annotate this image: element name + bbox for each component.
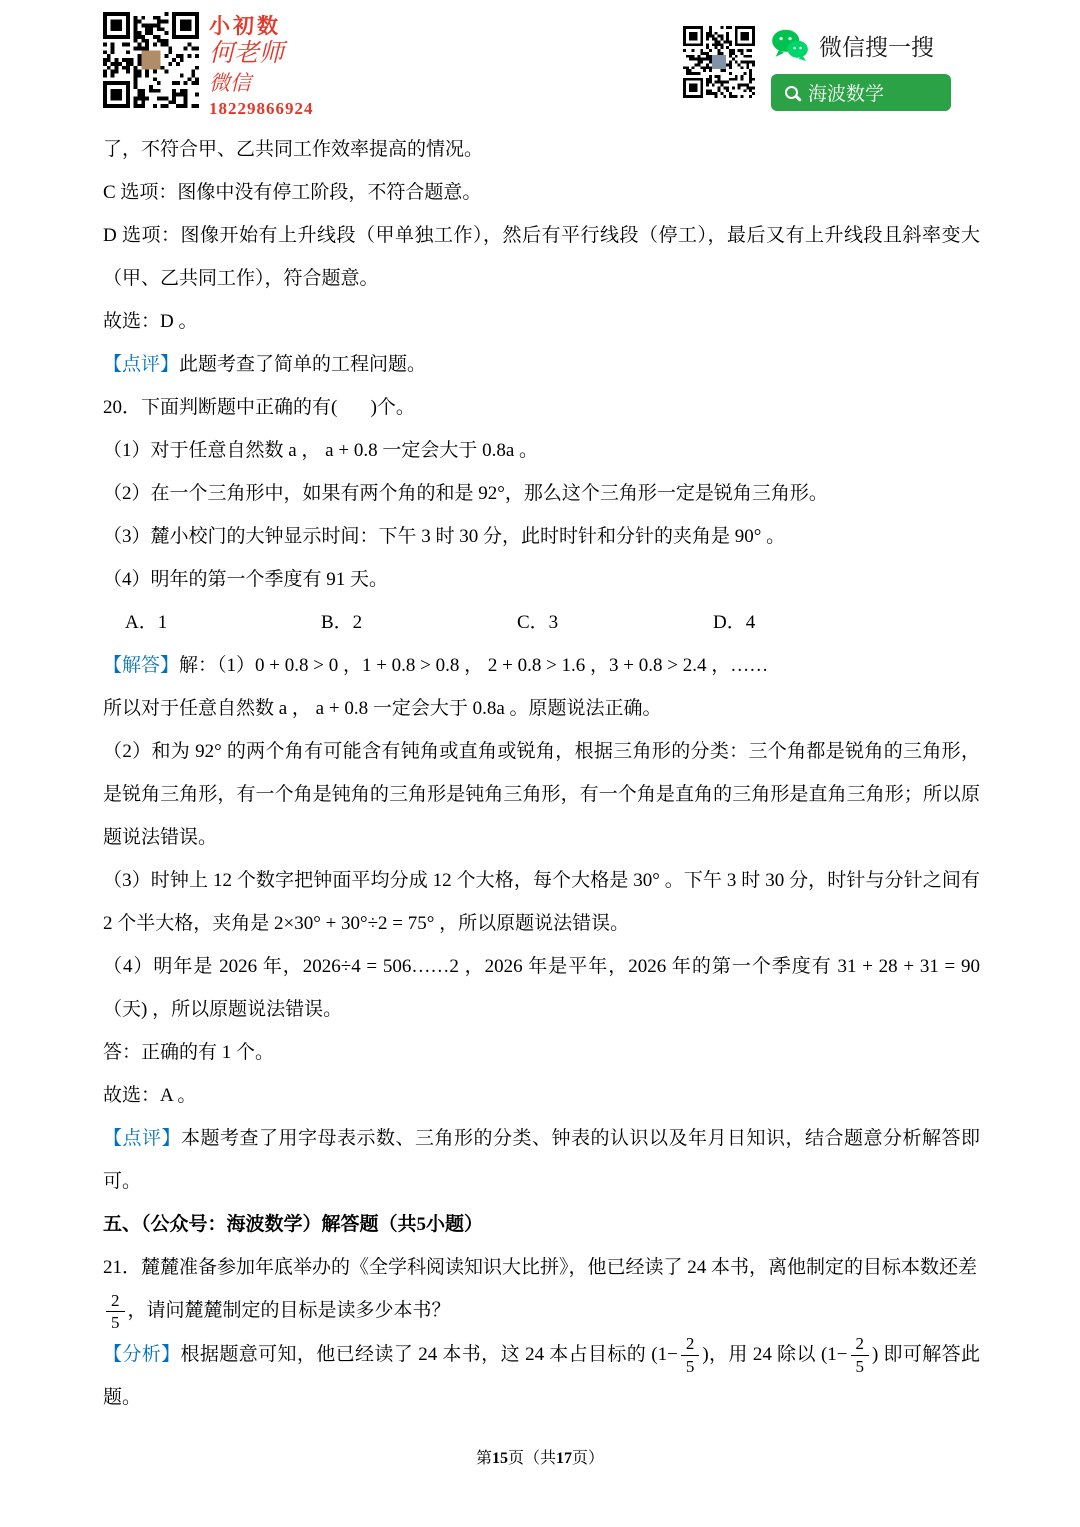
- solution-step-4: （4）明年是 2026 年，2026÷4 = 506……2 ，2026 年是平年，2026 年的第一个季度有 31 + 28 + 31 = 90 （天) ，所以原题说法错误。: [103, 956, 980, 1020]
- analysis-label: 【分析】: [103, 1343, 181, 1365]
- brand-title: 小初数: [209, 14, 281, 38]
- comment-label: 【点评】: [103, 1128, 181, 1149]
- paragraph-answer-a: 故选：A 。: [103, 1085, 197, 1106]
- paragraph-comment: [103, 343, 980, 386]
- question-20-item-1: （1）对于任意自然数 a ， a + 0.8 一定会大于 0.8a 。: [103, 440, 539, 461]
- teacher-name: 何老师: [209, 40, 285, 68]
- solution-answer: 答：正确的有 1 个。: [103, 1042, 275, 1063]
- question-20-item-3: （3）麓小校门的大钟显示时间：下午 3 时 30 分，此时时针和分针的夹角是 90° 。: [103, 526, 786, 547]
- page-header: [0, 12, 1080, 124]
- magnifier-icon: [785, 86, 798, 99]
- search-pill-label: 海波数学: [808, 84, 885, 105]
- comment-label: 【点评】: [103, 354, 180, 375]
- fraction-denominator: 5: [111, 1313, 120, 1333]
- qr-code-right: [683, 26, 755, 98]
- option-b: B．2: [321, 612, 363, 633]
- footer-text: 页（共: [507, 1450, 556, 1467]
- fraction: [106, 1291, 125, 1333]
- contact-block: [103, 12, 314, 119]
- document-body: [103, 128, 980, 1419]
- fraction-numerator: 2: [106, 1291, 125, 1313]
- question-21-line2: ，请问麓麓制定的目标是读多少本书？: [127, 1300, 451, 1321]
- section-heading: 五、（公众号：海波数学）解答题（共5小题）: [103, 1214, 484, 1235]
- fraction: [681, 1334, 700, 1376]
- question-20-item-4: （4）明年的第一个季度有 91 天。: [103, 569, 389, 590]
- fraction-numerator: 2: [681, 1334, 700, 1356]
- wechat-search-brand: [771, 28, 951, 62]
- option-a: A．1: [125, 612, 168, 633]
- analysis-text-1: 根据题意可知，他已经读了 24 本书，这 24 本占目标的 (1−: [180, 1343, 678, 1365]
- solution-step-2: （2）和为 92° 的两个角有可能含有钝角或直角或锐角，根据三角形的分类：三个角都是锐角的三角形，是锐角三角形，有一个角是钝角的三角形是钝角三角形，有一个角是直角的三角形是直角三角形；所以原题说法错误。: [103, 741, 980, 848]
- phone-number: 18229866924: [209, 99, 314, 119]
- solution-text: 解：（1）0 + 0.8 > 0 ，1 + 0.8 > 0.8 ， 2 + 0.8 > 1.6 ，3 + 0.8 > 2.4 ，……: [179, 655, 769, 676]
- paragraph-conclusion: 了，不符合甲、乙共同工作效率提高的情况。: [103, 139, 484, 160]
- qr-code-left: [103, 12, 199, 108]
- solution-label: 【解答】: [103, 655, 180, 676]
- solution-step-3: （3）时钟上 12 个数字把钟面平均分成 12 个大格，每个大格是 30° 。下午 3 时 30 分，时针与分针之间有 2 个半大格，夹角是 2×30° + 30°÷2 = 75° ，所以原题说法错误。: [103, 870, 980, 934]
- footer-text: 页）: [572, 1450, 605, 1467]
- wechat-search-block: [683, 12, 951, 111]
- paragraph-comment-2: [103, 1117, 980, 1203]
- analysis-text-2: )，用 24 除以 (1−: [702, 1343, 848, 1365]
- question-20-stem: 20．下面判断题中正确的有( )个。: [103, 397, 415, 418]
- page-number: 15: [491, 1450, 508, 1467]
- wechat-search-column: [771, 12, 951, 111]
- fraction-denominator: 5: [685, 1356, 695, 1376]
- wechat-label: 微信: [209, 70, 251, 95]
- fraction-numerator: 2: [851, 1334, 870, 1356]
- page-footer: [0, 1445, 1080, 1468]
- options-row: [103, 601, 980, 644]
- footer-text: 第: [475, 1450, 492, 1467]
- comment-text: 本题考查了用字母表示数、三角形的分类、钟表的认识以及年月日知识，结合题意分析解答即可。: [103, 1128, 980, 1192]
- paragraph-analysis: [103, 1333, 980, 1420]
- wechat-icon: [771, 28, 809, 62]
- fraction: [851, 1334, 870, 1376]
- option-d: D．4: [713, 612, 756, 633]
- solution-step-1: 所以对于任意自然数 a ， a + 0.8 一定会大于 0.8a 。原题说法正确。: [103, 698, 662, 719]
- total-pages: 17: [556, 1450, 572, 1467]
- analysis-text-3: ) 即可解答此题。: [103, 1343, 980, 1409]
- paragraph-option-d: D 选项：图像开始有上升线段（甲单独工作），然后有平行线段（停工），最后又有上升线段且斜率变大（甲、乙共同工作），符合题意。: [103, 225, 980, 289]
- wechat-search-label: 微信搜一搜: [819, 33, 934, 60]
- question-21-line1: 21．麓麓准备参加年底举办的《全学科阅读知识大比拼》，他已经读了 24 本书，离他制定的目标本数还差: [103, 1257, 978, 1278]
- paragraph-solution: [103, 644, 980, 687]
- contact-text: [209, 12, 314, 119]
- fraction-denominator: 5: [855, 1356, 864, 1376]
- search-pill: [771, 74, 951, 111]
- paragraph-option-c: C 选项：图像中没有停工阶段，不符合题意。: [103, 182, 482, 203]
- paragraph-answer-d: 故选：D 。: [103, 311, 198, 332]
- option-c: C．3: [517, 612, 559, 633]
- comment-text: 此题考查了简单的工程问题。: [179, 354, 427, 375]
- question-20-item-2: （2）在一个三角形中，如果有两个角的和是 92°，那么这个三角形一定是锐角三角形。: [103, 483, 828, 504]
- question-21: [103, 1246, 980, 1333]
